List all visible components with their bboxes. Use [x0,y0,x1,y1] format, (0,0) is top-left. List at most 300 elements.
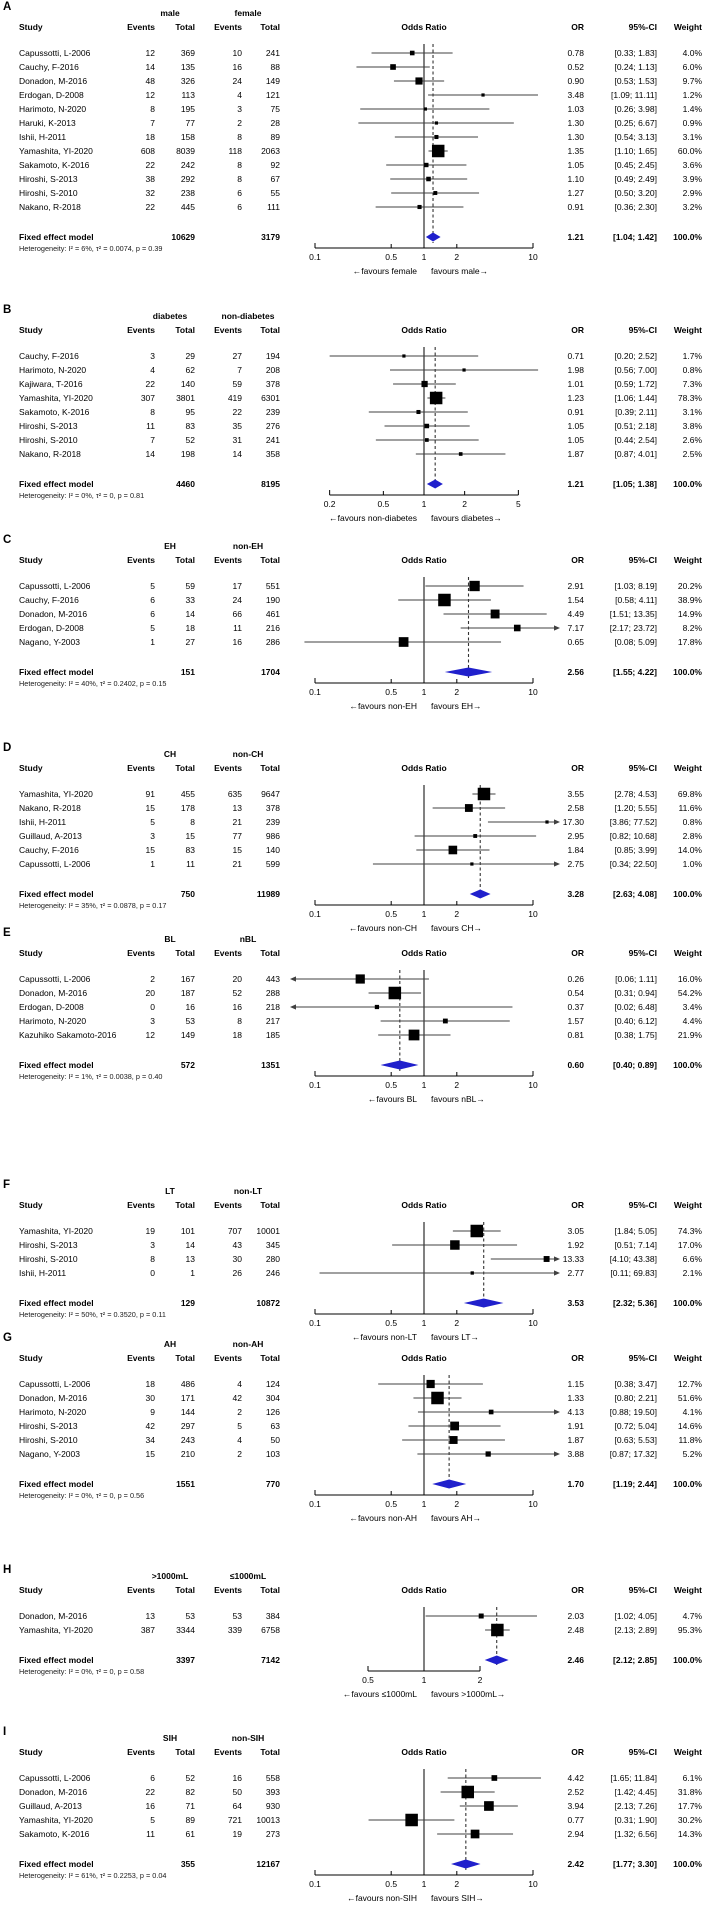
or-value: 0.81 [567,1030,584,1040]
col-or: OR [571,325,584,335]
axis-tick-label: 0.5 [385,1499,398,1509]
total-1: 27 [185,637,195,647]
group1-label: LT [165,1186,175,1196]
col-events-1: Events [127,1585,155,1595]
favours-right-label: favours LT→ [431,1332,480,1342]
events-1: 12 [145,1030,155,1040]
events-1: 8 [150,1254,155,1264]
study-name: Yamashita, YI-2020 [19,393,93,403]
weight-value: 3.1% [682,132,702,142]
total-1: 8039 [176,146,195,156]
group1-label: BL [164,934,176,944]
events-1: 7 [150,435,155,445]
ci-value: [0.87; 4.01] [614,449,657,459]
study-name: Kazuhiko Sakamoto-2016 [19,1030,117,1040]
events-2: 4 [237,90,242,100]
total-1: 83 [185,845,195,855]
fixed-weight-value: 100.0% [673,1298,702,1308]
study-point-marker [450,1436,458,1444]
study-point-marker [450,1422,459,1431]
ci-value: [1.10; 1.65] [614,146,657,156]
total-1: 158 [180,132,195,142]
study-name: Yamashita, YI-2020 [19,789,93,799]
axis-tick-label: 0.1 [309,909,321,919]
forest-plot-svg [0,0,708,303]
study-name: Erdogan, D-2008 [19,90,84,100]
ci-value: [0.31; 1.90] [614,1815,657,1825]
or-value: 0.54 [567,988,584,998]
panel-I [0,1725,708,1913]
total-2: 551 [265,581,280,591]
total-2: 2063 [261,146,280,156]
study-name: Capussotti, L-2006 [19,974,91,984]
col-study: Study [19,948,43,958]
or-value: 1.05 [567,160,584,170]
study-name: Sakamoto, K-2016 [19,160,90,170]
study-point-marker [544,1256,550,1262]
total-1: 95 [185,407,195,417]
total-2: 241 [265,435,280,445]
study-name: Nagano, Y-2003 [19,637,80,647]
fixed-effect-label: Fixed effect model [19,1655,94,1665]
pooled-diamond [426,233,441,242]
col-weight: Weight [673,1747,702,1757]
favours-left-label: ←favours non-LT [351,1332,417,1342]
axis-tick-label: 0.5 [362,1675,374,1685]
or-value: 1.92 [567,1240,584,1250]
events-2: 53 [232,1611,242,1621]
events-1: 18 [145,132,155,142]
col-odds-ratio: Odds Ratio [401,1353,447,1363]
fixed-or-value: 2.56 [567,667,584,677]
ci-value: [0.49; 2.49] [614,174,657,184]
group2-label: non-AH [232,1339,264,1349]
col-ci: 95%-CI [628,555,657,565]
study-name: Donadon, M-2016 [19,1393,88,1403]
ci-value: [0.80; 2.21] [614,1393,657,1403]
study-point-marker [375,1005,379,1009]
weight-value: 31.8% [677,1787,702,1797]
fixed-or-value: 2.46 [567,1655,584,1665]
ci-value: [1.42; 4.45] [614,1787,657,1797]
total-1: 3801 [176,393,195,403]
fixed-weight-value: 100.0% [673,889,702,899]
ci-value: [1.09; 11.11] [611,90,657,100]
events-1: 4 [150,365,155,375]
study-name: Capussotti, L-2006 [19,581,91,591]
col-total-2: Total [260,1747,280,1757]
group2-label: non-LT [233,1186,263,1196]
weight-value: 0.8% [682,365,702,375]
events-1: 1 [150,859,155,869]
study-name: Capussotti, L-2006 [19,48,91,58]
study-name: Guillaud, A-2013 [19,831,82,841]
col-study: Study [19,1200,43,1210]
fixed-total-2: 1351 [261,1060,280,1070]
or-value: 17.30 [562,817,584,827]
study-name: Hiroshi, S-2010 [19,435,78,445]
group2-label: non-CH [232,749,264,759]
total-2: 378 [265,803,280,813]
events-2: 4 [237,1379,242,1389]
total-2: 280 [265,1254,280,1264]
weight-value: 78.3% [677,393,702,403]
axis-tick-label: 0.2 [323,499,336,509]
weight-value: 2.5% [682,449,702,459]
axis-tick-label: 0.1 [309,1879,321,1889]
or-value: 1.01 [567,379,584,389]
total-1: 167 [180,974,195,984]
ci-value: [0.02; 6.48] [614,1002,657,1012]
study-point-marker [450,1240,459,1249]
study-name: Erdogan, D-2008 [19,1002,84,1012]
total-2: 75 [270,104,280,114]
col-ci: 95%-CI [628,22,657,32]
ci-value: [0.85; 3.99] [614,845,657,855]
study-point-marker [389,987,402,1000]
study-point-marker [449,846,458,855]
col-events-2: Events [214,325,242,335]
col-ci: 95%-CI [628,1747,657,1757]
col-odds-ratio: Odds Ratio [401,1200,447,1210]
fixed-total-1: 151 [180,667,195,677]
axis-tick-label: 10 [528,1080,538,1090]
events-2: 2 [237,1407,242,1417]
events-2: 3 [237,104,242,114]
study-name: Cauchy, F-2016 [19,351,79,361]
axis-tick-label: 0.5 [385,1080,398,1090]
events-2: 35 [232,421,242,431]
events-2: 52 [232,988,242,998]
fixed-ci-value: [1.55; 4.22] [613,667,657,677]
study-point-marker [443,1019,448,1024]
study-point-marker [462,368,465,371]
events-1: 11 [146,421,155,431]
events-1: 3 [150,1016,155,1026]
col-odds-ratio: Odds Ratio [401,948,447,958]
col-study: Study [19,325,43,335]
total-2: 121 [265,90,280,100]
events-2: 24 [232,76,242,86]
events-1: 15 [145,845,155,855]
study-point-marker [434,135,438,139]
total-2: 599 [265,859,280,869]
study-point-marker [471,1830,480,1839]
ci-value: [0.51; 2.18] [614,421,657,431]
total-1: 243 [180,1435,195,1445]
favours-left-label: ←favours non-AH [349,1513,417,1523]
ci-value: [0.34; 22.50] [609,859,657,869]
events-1: 22 [145,1787,155,1797]
fixed-effect-label: Fixed effect model [19,1298,94,1308]
weight-value: 1.7% [682,351,702,361]
or-value: 1.15 [567,1379,584,1389]
study-name: Cauchy, F-2016 [19,62,79,72]
study-name: Hiroshi, S-2010 [19,188,78,198]
total-1: 71 [185,1801,195,1811]
or-value: 3.48 [567,90,584,100]
fixed-total-2: 10872 [256,1298,280,1308]
events-1: 6 [150,609,155,619]
events-2: 21 [232,817,242,827]
group2-label: ≤1000mL [229,1571,267,1581]
study-name: Cauchy, F-2016 [19,595,79,605]
or-value: 2.77 [567,1268,584,1278]
or-value: 13.33 [562,1254,584,1264]
weight-value: 17.7% [677,1801,702,1811]
events-1: 19 [145,1226,155,1236]
total-1: 101 [180,1226,195,1236]
weight-value: 3.8% [682,421,702,431]
total-2: 461 [265,609,280,619]
events-1: 8 [150,407,155,417]
total-2: 216 [265,623,280,633]
favours-left-label: ←favours BL [367,1094,417,1104]
panel-label: B [3,304,12,316]
pooled-diamond [464,1299,504,1308]
weight-value: 3.4% [682,1002,702,1012]
col-events-1: Events [127,555,155,565]
col-ci: 95%-CI [628,325,657,335]
fixed-total-1: 10629 [171,232,195,242]
favours-right-label: favours CH→ [431,923,483,933]
events-1: 15 [145,1449,155,1459]
events-2: 20 [232,974,242,984]
events-2: 16 [232,1002,242,1012]
total-2: 88 [270,62,280,72]
fixed-or-value: 1.21 [567,232,584,242]
study-point-marker [462,1786,475,1799]
axis-tick-label: 10 [528,687,538,697]
weight-value: 17.0% [677,1240,702,1250]
study-name: Harimoto, N-2020 [19,1016,87,1026]
total-1: 59 [185,581,195,591]
col-weight: Weight [673,1353,702,1363]
study-name: Harimoto, N-2020 [19,365,87,375]
col-total-1: Total [175,325,195,335]
panel-label: A [3,1,12,13]
heterogeneity-note: Heterogeneity: I² = 61%, τ² = 0.2253, p = 0.04 [19,1871,167,1880]
col-total-1: Total [175,763,195,773]
fixed-ci-value: [2.12; 2.85] [613,1655,657,1665]
weight-value: 5.2% [682,1449,702,1459]
or-value: 1.84 [567,845,584,855]
events-2: 2 [237,118,242,128]
fixed-or-value: 3.53 [567,1298,584,1308]
ci-value: [1.03; 8.19] [614,581,657,591]
or-value: 3.05 [567,1226,584,1236]
events-2: 2 [237,1449,242,1459]
events-1: 6 [150,1773,155,1783]
events-1: 5 [150,1815,155,1825]
study-name: Yamashita, YI-2020 [19,1226,93,1236]
fixed-total-1: 1551 [176,1479,195,1489]
panel-C [0,533,708,741]
events-1: 307 [140,393,155,403]
col-or: OR [571,555,584,565]
weight-value: 4.7% [682,1611,702,1621]
study-point-marker [471,1271,474,1274]
total-2: 384 [265,1611,280,1621]
favours-left-label: ←favours non-EH [349,701,417,711]
events-1: 11 [146,1829,155,1839]
col-total-1: Total [175,1585,195,1595]
total-2: 304 [265,1393,280,1403]
group1-label: >1000mL [151,1571,189,1581]
total-2: 208 [265,365,280,375]
weight-value: 38.9% [677,595,702,605]
fixed-ci-value: [1.04; 1.42] [613,232,657,242]
heterogeneity-note: Heterogeneity: I² = 1%, τ² = 0.0038, p = 0.40 [19,1072,163,1081]
pooled-diamond [381,1061,419,1070]
or-value: 3.55 [567,789,584,799]
or-value: 4.42 [567,1773,584,1783]
axis-tick-label: 2 [454,1318,460,1328]
col-study: Study [19,1747,43,1757]
events-1: 7 [150,118,155,128]
ci-value: [2.78; 4.53] [614,789,657,799]
study-name: Ishii, H-2011 [19,1268,67,1278]
events-1: 38 [145,174,155,184]
fixed-weight-value: 100.0% [673,232,702,242]
axis-tick-label: 0.1 [309,1080,321,1090]
total-2: 393 [265,1787,280,1797]
col-total-1: Total [175,555,195,565]
forest-plot-svg [0,1331,708,1563]
total-2: 126 [265,1407,280,1417]
study-point-marker [491,1624,504,1637]
forest-plot-svg [0,1563,708,1725]
col-total-2: Total [260,325,280,335]
total-1: 83 [185,421,195,431]
events-1: 5 [150,581,155,591]
col-events-2: Events [214,22,242,32]
total-1: 29 [185,351,195,361]
weight-value: 17.8% [677,637,702,647]
total-1: 11 [186,859,195,869]
total-1: 8 [190,817,195,827]
ci-value: [1.65; 11.84] [610,1773,657,1783]
total-2: 92 [270,160,280,170]
weight-value: 51.6% [677,1393,702,1403]
col-weight: Weight [673,1200,702,1210]
total-2: 378 [265,379,280,389]
weight-value: 69.8% [677,789,702,799]
total-2: 558 [265,1773,280,1783]
study-name: Guillaud, A-2013 [19,1801,82,1811]
total-1: 1 [190,1268,195,1278]
study-name: Cauchy, F-2016 [19,845,79,855]
weight-value: 3.1% [682,407,702,417]
study-point-marker [435,121,438,124]
col-weight: Weight [673,1585,702,1595]
events-2: 18 [232,1030,242,1040]
total-1: 369 [180,48,195,58]
or-value: 1.05 [567,435,584,445]
or-value: 0.65 [567,637,584,647]
events-2: 8 [237,1016,242,1026]
study-point-marker [409,1030,420,1041]
col-events-2: Events [214,1353,242,1363]
or-value: 1.87 [567,1435,584,1445]
total-1: 52 [185,1773,195,1783]
col-study: Study [19,763,43,773]
events-1: 14 [145,62,155,72]
fixed-ci-value: [1.19; 2.44] [613,1479,657,1489]
forest-plot-svg [0,1178,708,1331]
total-1: 14 [185,609,195,619]
panel-label: D [3,742,12,754]
total-1: 149 [180,1030,195,1040]
study-point-marker [390,64,396,70]
col-events-1: Events [127,1353,155,1363]
or-value: 0.91 [567,407,584,417]
study-name: Capussotti, L-2006 [19,1379,91,1389]
group2-label: non-diabetes [221,311,275,321]
events-2: 721 [227,1815,242,1825]
col-or: OR [571,763,584,773]
events-1: 1 [150,637,155,647]
col-total-2: Total [260,763,280,773]
events-2: 8 [237,132,242,142]
col-or: OR [571,22,584,32]
events-2: 6 [237,202,242,212]
study-point-marker [425,424,429,428]
total-1: 326 [180,76,195,86]
total-2: 63 [270,1421,280,1431]
total-1: 445 [180,202,195,212]
col-total-1: Total [175,22,195,32]
pooled-diamond [432,1480,466,1489]
total-1: 77 [185,118,195,128]
total-1: 3344 [176,1625,195,1635]
ci-value: [0.51; 7.14] [614,1240,657,1250]
group2-label: non-EH [232,541,264,551]
panel-label: G [3,1332,12,1344]
favours-right-label: favours diabetes→ [431,513,502,523]
total-1: 135 [180,62,195,72]
weight-value: 4.1% [682,1407,702,1417]
study-name: Yamashita, YI-2020 [19,1815,93,1825]
fixed-effect-label: Fixed effect model [19,889,94,899]
events-2: 77 [232,831,242,841]
events-2: 14 [232,449,242,459]
events-2: 16 [232,62,242,72]
weight-value: 14.6% [677,1421,702,1431]
events-2: 4 [237,1435,242,1445]
fixed-weight-value: 100.0% [673,479,702,489]
total-1: 210 [180,1449,195,1459]
total-2: 930 [265,1801,280,1811]
or-value: 2.58 [567,803,584,813]
study-name: Haruki, K-2013 [19,118,76,128]
weight-value: 8.2% [682,623,702,633]
total-2: 50 [270,1435,280,1445]
axis-tick-label: 1 [421,1499,427,1509]
col-events-1: Events [127,763,155,773]
pooled-diamond [485,1656,509,1665]
fixed-total-2: 3179 [261,232,280,242]
pooled-diamond [451,1860,480,1869]
favours-left-label: ←favours non-CH [348,923,417,933]
col-odds-ratio: Odds Ratio [401,763,447,773]
events-2: 26 [232,1268,242,1278]
fixed-total-1: 355 [180,1859,195,1869]
col-study: Study [19,1585,43,1595]
total-2: 185 [265,1030,280,1040]
group1-label: male [160,8,180,18]
total-2: 10001 [256,1226,280,1236]
